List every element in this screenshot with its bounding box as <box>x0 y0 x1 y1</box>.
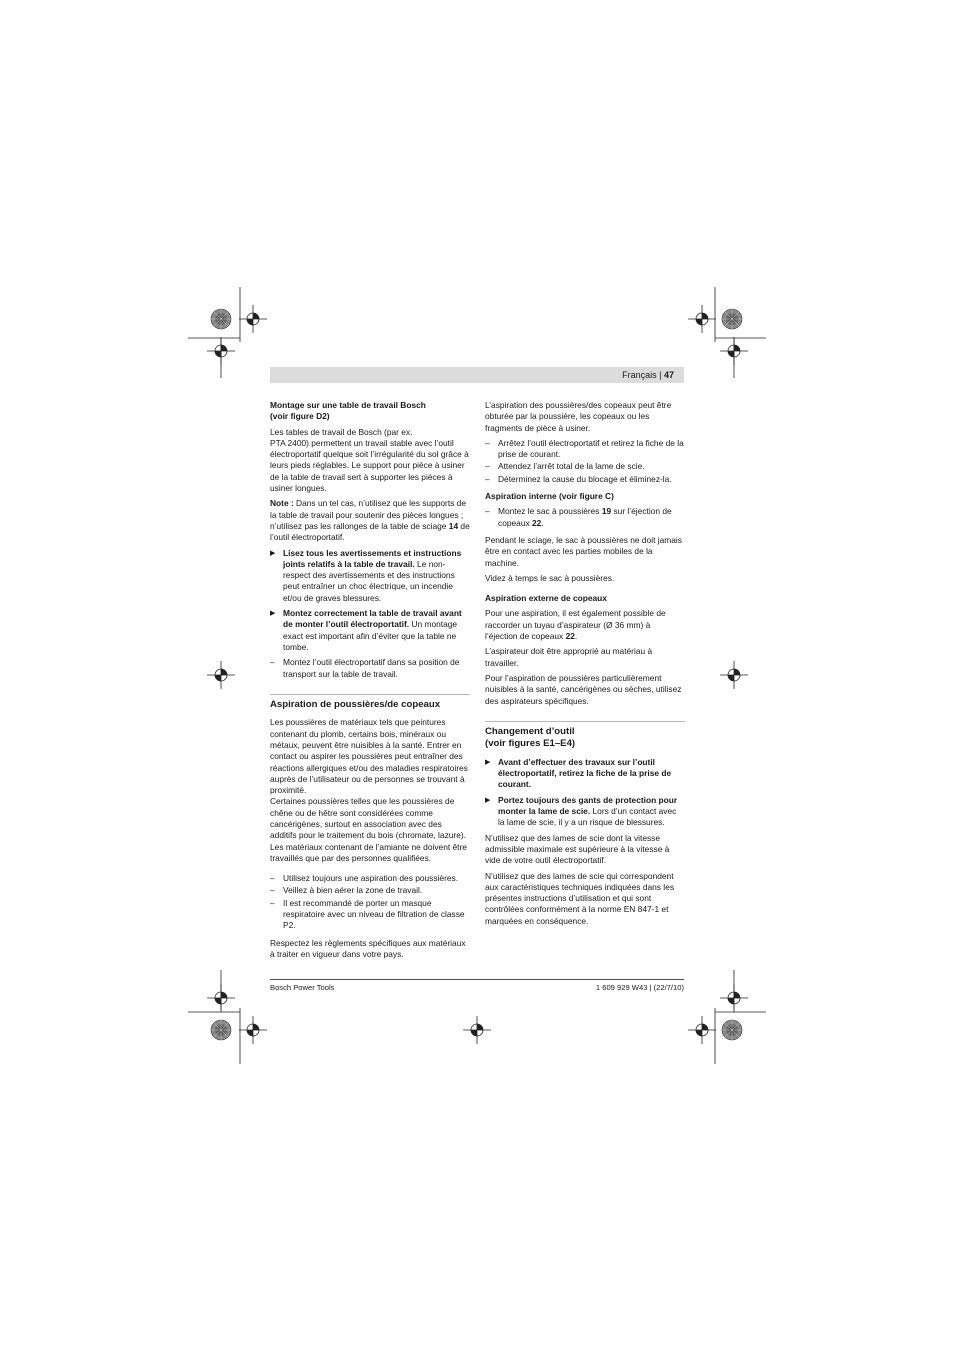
footer-brand: Bosch Power Tools <box>270 983 335 992</box>
bold-text: Portez toujours des gants de protection pour monter la lame de scie. <box>498 794 678 817</box>
dash-icon: – <box>485 461 490 472</box>
text: Les tables de travail de Bosch (par ex. <box>270 426 413 437</box>
bullet-triangle-icon: ▶ <box>270 549 276 557</box>
text: Lors d’un contact avec la lame de scie, il y a un risque de blessures. <box>498 806 677 828</box>
page-footer <box>270 979 684 992</box>
paragraph: N’utilisez que des lames de scie dont la vitesse admissible maximale est supérieure à la vitesse à vide de votre outil électroportatif. <box>485 832 670 866</box>
ref-number: 22 <box>532 517 542 528</box>
note-paragraph <box>270 498 470 543</box>
paragraph: Pour l’aspiration de poussières particulièrement nuisibles à la santé, cancérigènes ou sèches, utilisez des aspirateurs spécifiques. <box>485 672 682 706</box>
page-header-label <box>622 369 674 381</box>
bullet-triangle-icon: ▶ <box>485 796 491 804</box>
warning-bullet <box>270 548 470 604</box>
list-item <box>270 885 470 896</box>
paragraph: Certaines poussières telles que les poussières de chêne ou de hêtre sont considérées comme cancérigènes, surtout en association avec des additifs pour le traitement du bois (chromate, lazure). Les matériaux contenant de l’amiante ne doivent être travaillés que par des personnes qualifiées. <box>270 796 467 863</box>
list-item <box>485 506 685 529</box>
list-item <box>485 474 685 485</box>
paragraph <box>270 427 470 495</box>
text: Un montage exact est important afin d’éviter que la table ne tombe. <box>283 619 458 652</box>
bullet-triangle-icon: ▶ <box>485 758 491 766</box>
page-number: 47 <box>663 370 674 380</box>
text: sur l’éjection de copeaux <box>498 506 672 528</box>
note-label: Note : <box>270 498 294 509</box>
list-item <box>485 438 685 461</box>
text: Montez le sac à poussières <box>498 506 602 517</box>
bullet-triangle-icon: ▶ <box>270 610 276 618</box>
text: . <box>574 631 578 642</box>
paragraph: N’utilisez que des lames de scie qui correspondent aux caractéristiques techniques indiquées dans les présentes instructions d’utilisation et qui sont contrôlées conformément à la norme EN 847-1 et marquées en conséquence. <box>485 870 675 926</box>
dash-icon: – <box>270 897 275 908</box>
dash-icon: – <box>270 873 275 884</box>
dash-icon: – <box>485 437 490 448</box>
heading-line: Changement d’outil <box>485 725 575 737</box>
heading-line: Montage sur une table de travail Bosch <box>270 400 426 410</box>
paragraph: Videz à temps le sac à poussières. <box>485 572 615 583</box>
left-column <box>270 400 470 964</box>
text: . <box>541 517 544 528</box>
section-heading-external: Aspiration externe de copeaux <box>485 593 607 604</box>
heading-line: (voir figures E1–E4) <box>485 738 576 750</box>
text: PTA 2400) permettent un travail stable avec l’outil électroportatif quelque soit l’irrégularité du sol grâce à leurs pieds réglables. Le support pour pièce à usiner de la table de travail sert à supporter les pièces à usiner longues. <box>270 437 469 494</box>
dash-icon: – <box>270 885 275 896</box>
paragraph: Les poussières de matériaux tels que peintures contenant du plomb, certains bois, minéraux ou métaux, peuvent être nuisibles à la santé. Entrer en contact ou aspirer les poussières peut entraîner des réactions allergiques et/ou des maladies respiratoires auprès de l’utilisateur ou de personnes se trouvant à proximité. <box>270 717 468 796</box>
text: Attendez l’arrêt total de la lame de scie. <box>498 461 645 472</box>
language-label: Français <box>622 370 657 380</box>
page-header <box>270 367 684 383</box>
text: Veillez à bien aérer la zone de travail. <box>283 885 423 896</box>
bold-text: Avant d’effectuer des travaux sur l’outil électroportatif, retirez la fiche de la prise de courant. <box>498 756 672 790</box>
section-heading-workbench <box>270 400 470 423</box>
warning-bullet <box>270 608 470 653</box>
text: Pour une aspiration, il est également possible de raccorder un tuyau d’aspirateur (Ø 36 mm) à l’éjection de copeaux <box>485 608 666 642</box>
bold-text: Lisez tous les avertissements et instructions joints relatifs à la table de travail. <box>283 547 462 569</box>
paragraph: L’aspiration des poussières/des copeaux peut être obturée par la poussière, les copeaux ou les fragments de pièce à usiner. <box>485 400 672 433</box>
text: Montez l’outil électroportatif dans sa position de transport sur la table de travail. <box>283 657 460 679</box>
section-heading-tool-change <box>485 721 685 751</box>
text: Déterminez la cause du blocage et éliminez-la. <box>498 473 672 484</box>
footer-doc-id: 1 609 929 W43 | (22/7/10) <box>595 983 684 992</box>
list-item <box>270 873 470 884</box>
paragraph <box>485 608 685 642</box>
paragraph: Respectez les règlements spécifiques aux matériaux à traiter en vigueur dans votre pays. <box>270 937 466 959</box>
text: Le non-respect des avertissements et des instructions peut entraîner un choc électrique, un incendie et/ou de graves blessures. <box>283 558 455 603</box>
section-heading-dust: Aspiration de poussières/de copeaux <box>270 694 470 712</box>
list-item <box>270 898 470 932</box>
text: Il est recommandé de porter un masque respiratoire avec un niveau de filtration de classe P2. <box>283 897 465 931</box>
dash-icon: – <box>485 506 490 517</box>
right-column <box>485 400 685 931</box>
warning-bullet <box>485 757 685 791</box>
list-item <box>485 461 685 472</box>
dash-icon: – <box>270 657 275 668</box>
ref-number: 19 <box>601 506 612 517</box>
list-item <box>270 657 470 680</box>
text: Arrêtez l’outil électroportatif et retirez la fiche de la prise de courant. <box>498 437 684 460</box>
warning-bullet <box>485 795 685 829</box>
ref-number: 14 <box>448 520 459 531</box>
paragraph: Pendant le sciage, le sac à poussières ne doit jamais être en contact avec les parties mobiles de la machine. <box>485 534 682 568</box>
ref-number: 22 <box>565 631 575 642</box>
header-separator: | <box>659 370 662 380</box>
text: Utilisez toujours une aspiration des poussières. <box>283 873 459 884</box>
dash-icon: – <box>485 473 490 484</box>
section-heading-internal: Aspiration interne (voir figure C) <box>485 491 614 502</box>
paragraph: L’aspirateur doit être approprié au matériau à travailler. <box>485 646 653 668</box>
text: Dans un tel cas, n’utilisez que les supports de la table de travail pour soutenir des pièces longues ; n’utilisez pas les rallonges de la table de sciage <box>270 498 466 531</box>
bold-text: Montez correctement la table de travail avant de monter l’outil électroportatif. <box>283 608 462 630</box>
text: de l’outil électroportatif. <box>270 520 470 543</box>
heading-line: (voir figure D2) <box>270 411 330 422</box>
